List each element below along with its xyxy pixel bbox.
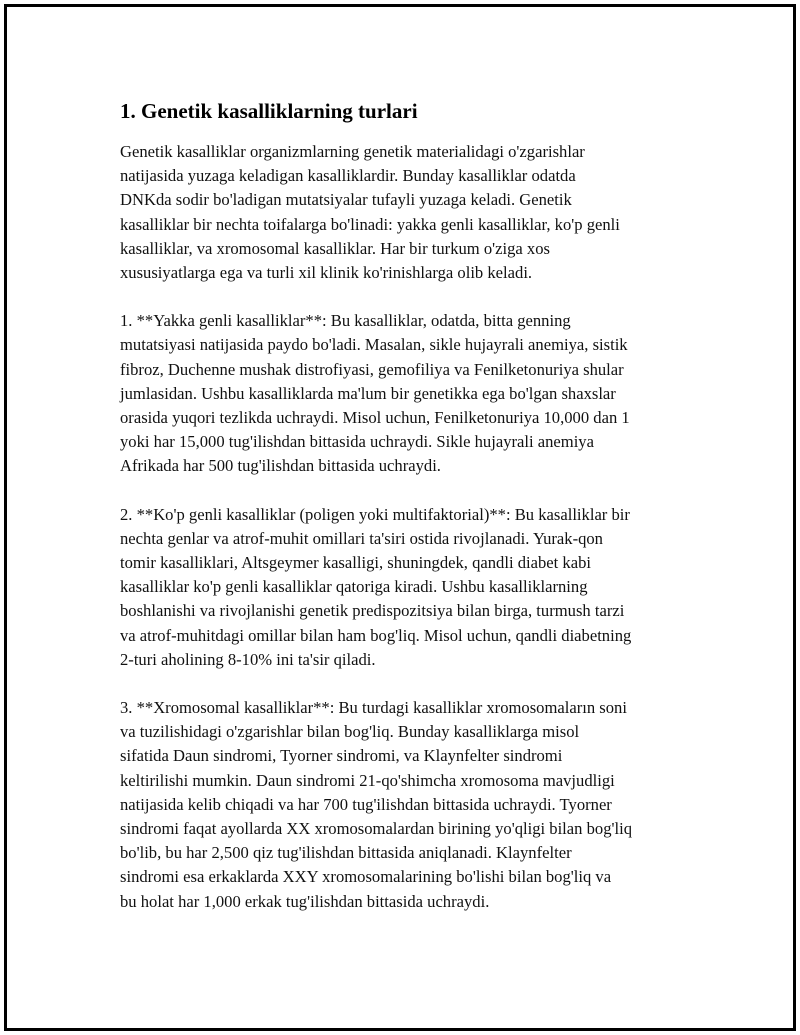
paragraph-line: 3. **Xromosomal kasalliklar**: Bu turdagi kasalliklar xromosomaların soni: [120, 698, 627, 718]
paragraph-line: fibroz, Duchenne mushak distrofiyasi, gemofiliya va Fenilketonuriya shular: [120, 359, 624, 379]
paragraph-line: va atrof-muhitdagi omillar bilan ham bog'liq. Misol uchun, qandli diabetning: [120, 625, 632, 645]
paragraph-line: sindromi faqat ayollarda XX xromosomalardan birining yo'qligi bilan bog'liq: [120, 819, 632, 839]
document-body: [120, 97, 695, 938]
paragraph-line: kasalliklar bir nechta toifalarga bo'linadi: yakka genli kasalliklar, ko'p genli: [120, 214, 620, 234]
paragraph-line: 2. **Ko'p genli kasalliklar (poligen yoki multifaktorial)**: Bu kasalliklar bir: [120, 504, 630, 524]
paragraph-line: kasalliklar ko'p genli kasalliklar qatoriga kiradi. Ushbu kasalliklarning: [120, 577, 588, 597]
paragraph-line: yoki har 15,000 tug'ilishdan bittasida uchraydi. Sikle hujayrali anemiya: [120, 432, 594, 452]
paragraph-line: mutatsiyasi natijasida paydo bo'ladi. Masalan, sikle hujayrali anemiya, sistik: [120, 335, 628, 355]
single-gene-paragraph: [120, 309, 695, 478]
paragraph-line: boshlanishi va rivojlanishi genetik predispozitsiya bilan birga, turmush tarzi: [120, 601, 625, 621]
paragraph-line: xususiyatlarga ega va turli xil klinik ko'rinishlarga olib keladi.: [120, 263, 533, 283]
paragraph-line: bu holat har 1,000 erkak tug'ilishdan bittasida uchraydi.: [120, 891, 490, 911]
paragraph-line: keltirilishi mumkin. Daun sindromi 21-qo'shimcha xromosoma mavjudligi: [120, 770, 615, 790]
paragraph-line: tomir kasalliklari, Altsgeymer kasalligi, shuningdek, qandli diabet kabi: [120, 553, 591, 573]
document-page: [4, 4, 796, 1031]
chromosomal-paragraph: [120, 696, 695, 914]
paragraph-line: Genetik kasalliklar organizmlarning genetik materialidagi o'zgarishlar: [120, 142, 585, 161]
paragraph-line: natijasida kelib chiqadi va har 700 tug'ilishdan bittasida uchraydi. Tyorner: [120, 794, 612, 814]
paragraph-line: 2-turi aholining 8-10% ini ta'sir qiladi.: [120, 649, 376, 669]
paragraph-line: DNKda sodir bo'ladigan mutatsiyalar tufayli yuzaga keladi. Genetik: [120, 190, 572, 210]
paragraph-line: sindromi esa erkaklarda XXY xromosomalarining bo'lishi bilan bog'liq va: [120, 867, 612, 887]
section-heading: 1. Genetik kasalliklarning turlari: [120, 99, 418, 123]
paragraph-line: orasida yuqori tezlikda uchraydi. Misol uchun, Fenilketonuriya 10,000 dan 1: [120, 408, 630, 428]
paragraph-line: bo'lib, bu har 2,500 qiz tug'ilishdan bittasida aniqlanadi. Klaynfelter: [120, 843, 572, 863]
paragraph-line: natijasida yuzaga keladigan kasalliklardir. Bunday kasalliklar odatda: [120, 166, 576, 186]
paragraph-line: va tuzilishidagi o'zgarishlar bilan bog'liq. Bunday kasalliklarga misol: [120, 722, 580, 742]
polygenic-paragraph: [120, 503, 695, 672]
intro-paragraph: [120, 140, 695, 285]
paragraph-line: jumlasidan. Ushbu kasalliklarda ma'lum bir genetikka ega bo'lgan shaxslar: [120, 383, 616, 403]
paragraph-line: kasalliklar, va xromosomal kasalliklar. Har bir turkum o'ziga xos: [120, 238, 550, 258]
paragraph-line: sifatida Daun sindromi, Tyorner sindromi, va Klaynfelter sindromi: [120, 746, 563, 766]
paragraph-line: Afrikada har 500 tug'ilishdan bittasida uchraydi.: [120, 456, 441, 476]
paragraph-line: nechta genlar va atrof-muhit omillari ta'siri ostida rivojlanadi. Yurak-qon: [120, 528, 603, 548]
paragraph-line: 1. **Yakka genli kasalliklar**: Bu kasalliklar, odatda, bitta genning: [120, 311, 571, 331]
